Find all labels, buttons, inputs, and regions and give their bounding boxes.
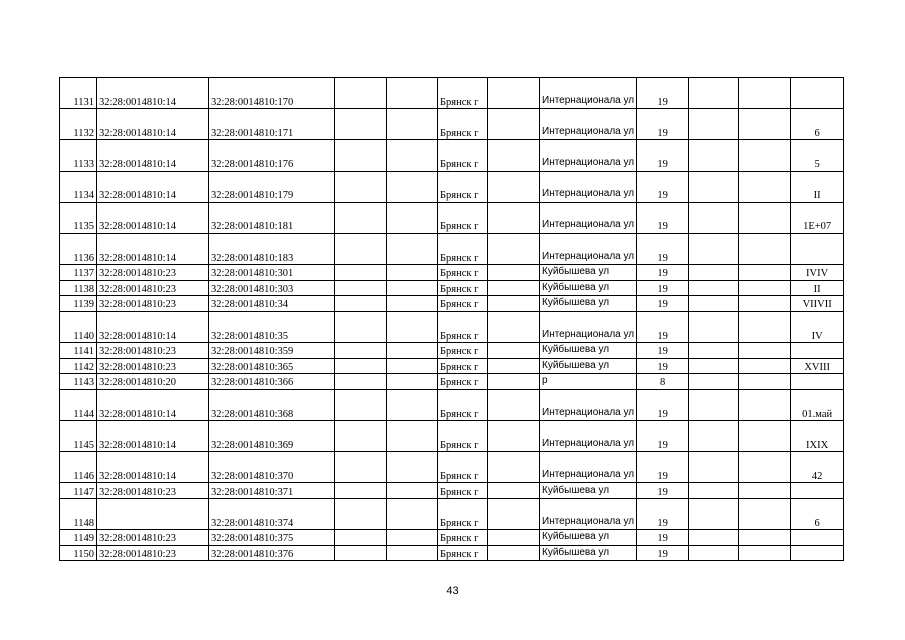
row-number-cell: 1143: [60, 374, 97, 390]
table-row: [60, 483, 844, 499]
empty-cell: [335, 202, 387, 233]
empty-cell: [335, 374, 387, 390]
empty-cell: [488, 545, 540, 561]
street-cell: Куйбышева ул: [540, 296, 637, 312]
city-cell: Брянск г: [438, 265, 488, 281]
table-row: [60, 171, 844, 202]
empty-cell: [488, 389, 540, 420]
row-number-cell: 1139: [60, 296, 97, 312]
city-cell: Брянск г: [438, 421, 488, 452]
extra-value-cell: [791, 374, 844, 390]
empty-cell: [335, 389, 387, 420]
row-number-cell: 1131: [60, 78, 97, 109]
city-cell: Брянск г: [438, 233, 488, 264]
row-number-cell: 1142: [60, 358, 97, 374]
empty-cell: [739, 389, 791, 420]
parcel-number-cell: 32:28:0014810:23: [97, 296, 209, 312]
empty-cell: [739, 499, 791, 530]
empty-cell: [739, 202, 791, 233]
row-number-cell: 1144: [60, 389, 97, 420]
parcel-number-cell: 32:28:0014810:23: [97, 358, 209, 374]
street-cell: Куйбышева ул: [540, 358, 637, 374]
empty-cell: [387, 499, 438, 530]
empty-cell: [488, 343, 540, 359]
empty-cell: [335, 452, 387, 483]
empty-cell: [689, 233, 739, 264]
empty-cell: [387, 171, 438, 202]
empty-cell: [488, 421, 540, 452]
empty-cell: [739, 109, 791, 140]
empty-cell: [739, 233, 791, 264]
row-number-cell: 1141: [60, 343, 97, 359]
row-number-cell: 1134: [60, 171, 97, 202]
empty-cell: [387, 311, 438, 342]
city-cell: Брянск г: [438, 374, 488, 390]
row-number-cell: 1136: [60, 233, 97, 264]
city-cell: Брянск г: [438, 499, 488, 530]
table-row: [60, 140, 844, 171]
empty-cell: [335, 483, 387, 499]
empty-cell: [387, 358, 438, 374]
street-cell: Интернационала ул: [540, 109, 637, 140]
table-row: [60, 265, 844, 281]
city-cell: Брянск г: [438, 545, 488, 561]
parcel-number-cell: 32:28:0014810:14: [97, 233, 209, 264]
city-cell: Брянск г: [438, 171, 488, 202]
street-cell: Интернационала ул: [540, 233, 637, 264]
street-cell: Интернационала ул: [540, 311, 637, 342]
row-number-cell: 1148: [60, 499, 97, 530]
table-row: [60, 280, 844, 296]
empty-cell: [488, 374, 540, 390]
empty-cell: [387, 78, 438, 109]
extra-value-cell: XVIII: [791, 358, 844, 374]
table-row: [60, 233, 844, 264]
empty-cell: [335, 421, 387, 452]
empty-cell: [335, 171, 387, 202]
empty-cell: [335, 296, 387, 312]
table-row: [60, 358, 844, 374]
empty-cell: [335, 499, 387, 530]
house-number-cell: 19: [637, 483, 689, 499]
row-number-cell: 1147: [60, 483, 97, 499]
row-number-cell: 1138: [60, 280, 97, 296]
empty-cell: [488, 265, 540, 281]
empty-cell: [689, 343, 739, 359]
empty-cell: [488, 202, 540, 233]
empty-cell: [689, 421, 739, 452]
table-row: [60, 78, 844, 109]
table-row: [60, 202, 844, 233]
empty-cell: [689, 358, 739, 374]
cadastral-number-cell: 32:28:0014810:181: [209, 202, 335, 233]
street-cell: Куйбышева ул: [540, 483, 637, 499]
empty-cell: [739, 530, 791, 546]
cadastral-number-cell: 32:28:0014810:368: [209, 389, 335, 420]
empty-cell: [387, 374, 438, 390]
empty-cell: [739, 280, 791, 296]
city-cell: Брянск г: [438, 530, 488, 546]
city-cell: Брянск г: [438, 389, 488, 420]
cadastral-number-cell: 32:28:0014810:183: [209, 233, 335, 264]
cadastral-number-cell: 32:28:0014810:369: [209, 421, 335, 452]
empty-cell: [335, 358, 387, 374]
empty-cell: [387, 545, 438, 561]
empty-cell: [387, 343, 438, 359]
empty-cell: [689, 202, 739, 233]
data-table: [59, 77, 844, 561]
row-number-cell: 1146: [60, 452, 97, 483]
extra-value-cell: II: [791, 280, 844, 296]
cadastral-number-cell: 32:28:0014810:370: [209, 452, 335, 483]
house-number-cell: 19: [637, 296, 689, 312]
empty-cell: [387, 483, 438, 499]
empty-cell: [488, 233, 540, 264]
empty-cell: [335, 109, 387, 140]
empty-cell: [689, 374, 739, 390]
parcel-number-cell: 32:28:0014810:14: [97, 109, 209, 140]
cadastral-number-cell: 32:28:0014810:375: [209, 530, 335, 546]
table-row: [60, 296, 844, 312]
extra-value-cell: [791, 343, 844, 359]
empty-cell: [689, 545, 739, 561]
street-cell: Интернационала ул: [540, 78, 637, 109]
empty-cell: [689, 109, 739, 140]
table-row: [60, 499, 844, 530]
parcel-number-cell: 32:28:0014810:23: [97, 280, 209, 296]
extra-value-cell: IXIX: [791, 421, 844, 452]
row-number-cell: 1140: [60, 311, 97, 342]
street-cell: Интернационала ул: [540, 202, 637, 233]
empty-cell: [689, 140, 739, 171]
parcel-number-cell: 32:28:0014810:14: [97, 421, 209, 452]
cadastral-number-cell: 32:28:0014810:179: [209, 171, 335, 202]
empty-cell: [689, 171, 739, 202]
empty-cell: [387, 280, 438, 296]
empty-cell: [387, 140, 438, 171]
extra-value-cell: 01.май: [791, 389, 844, 420]
house-number-cell: 8: [637, 374, 689, 390]
city-cell: Брянск г: [438, 483, 488, 499]
parcel-number-cell: 32:28:0014810:14: [97, 171, 209, 202]
empty-cell: [739, 296, 791, 312]
table-row: [60, 389, 844, 420]
parcel-number-cell: 32:28:0014810:14: [97, 78, 209, 109]
city-cell: Брянск г: [438, 78, 488, 109]
cadastral-number-cell: 32:28:0014810:374: [209, 499, 335, 530]
page-number: 43: [446, 585, 459, 597]
empty-cell: [689, 499, 739, 530]
extra-value-cell: [791, 530, 844, 546]
table-row: [60, 374, 844, 390]
cadastral-number-cell: 32:28:0014810:359: [209, 343, 335, 359]
empty-cell: [387, 265, 438, 281]
city-cell: Брянск г: [438, 358, 488, 374]
extra-value-cell: 42: [791, 452, 844, 483]
empty-cell: [739, 545, 791, 561]
house-number-cell: 19: [637, 233, 689, 264]
cadastral-number-cell: 32:28:0014810:371: [209, 483, 335, 499]
extra-value-cell: IVIV: [791, 265, 844, 281]
extra-value-cell: VIIVII: [791, 296, 844, 312]
city-cell: Брянск г: [438, 452, 488, 483]
empty-cell: [689, 280, 739, 296]
row-number-cell: 1145: [60, 421, 97, 452]
cadastral-number-cell: 32:28:0014810:366: [209, 374, 335, 390]
empty-cell: [739, 311, 791, 342]
street-cell: Куйбышева ул: [540, 265, 637, 281]
extra-value-cell: II: [791, 171, 844, 202]
extra-value-cell: [791, 78, 844, 109]
table-row: [60, 109, 844, 140]
empty-cell: [739, 78, 791, 109]
empty-cell: [387, 389, 438, 420]
empty-cell: [488, 78, 540, 109]
empty-cell: [689, 530, 739, 546]
row-number-cell: 1132: [60, 109, 97, 140]
empty-cell: [335, 280, 387, 296]
house-number-cell: 19: [637, 389, 689, 420]
street-cell: Интернационала ул: [540, 171, 637, 202]
empty-cell: [689, 311, 739, 342]
empty-cell: [739, 483, 791, 499]
empty-cell: [488, 280, 540, 296]
row-number-cell: 1135: [60, 202, 97, 233]
empty-cell: [739, 421, 791, 452]
city-cell: Брянск г: [438, 296, 488, 312]
street-cell: Куйбышева ул: [540, 280, 637, 296]
table-row: [60, 421, 844, 452]
parcel-number-cell: 32:28:0014810:23: [97, 265, 209, 281]
table-body: [60, 78, 844, 561]
empty-cell: [488, 296, 540, 312]
extra-value-cell: IV: [791, 311, 844, 342]
parcel-number-cell: 32:28:0014810:23: [97, 530, 209, 546]
row-number-cell: 1149: [60, 530, 97, 546]
empty-cell: [335, 343, 387, 359]
row-number-cell: 1133: [60, 140, 97, 171]
parcel-number-cell: 32:28:0014810:20: [97, 374, 209, 390]
house-number-cell: 19: [637, 358, 689, 374]
cadastral-number-cell: 32:28:0014810:176: [209, 140, 335, 171]
empty-cell: [739, 265, 791, 281]
street-cell: Куйбышева ул: [540, 343, 637, 359]
empty-cell: [739, 140, 791, 171]
house-number-cell: 19: [637, 311, 689, 342]
street-cell: Куйбышева ул: [540, 545, 637, 561]
empty-cell: [387, 202, 438, 233]
parcel-number-cell: 32:28:0014810:23: [97, 343, 209, 359]
house-number-cell: 19: [637, 140, 689, 171]
house-number-cell: 19: [637, 452, 689, 483]
street-cell: Интернационала ул: [540, 389, 637, 420]
house-number-cell: 19: [637, 499, 689, 530]
extra-value-cell: 6: [791, 499, 844, 530]
empty-cell: [387, 530, 438, 546]
city-cell: Брянск г: [438, 140, 488, 171]
empty-cell: [335, 545, 387, 561]
empty-cell: [689, 389, 739, 420]
table-row: [60, 452, 844, 483]
empty-cell: [335, 78, 387, 109]
empty-cell: [739, 374, 791, 390]
house-number-cell: 19: [637, 343, 689, 359]
empty-cell: [739, 343, 791, 359]
empty-cell: [488, 358, 540, 374]
parcel-number-cell: 32:28:0014810:23: [97, 545, 209, 561]
empty-cell: [335, 233, 387, 264]
parcel-number-cell: 32:28:0014810:23: [97, 483, 209, 499]
empty-cell: [335, 140, 387, 171]
empty-cell: [335, 311, 387, 342]
house-number-cell: 19: [637, 171, 689, 202]
house-number-cell: 19: [637, 109, 689, 140]
cadastral-number-cell: 32:28:0014810:301: [209, 265, 335, 281]
empty-cell: [387, 296, 438, 312]
table-row: [60, 343, 844, 359]
city-cell: Брянск г: [438, 311, 488, 342]
street-cell: Интернационала ул: [540, 421, 637, 452]
empty-cell: [387, 452, 438, 483]
parcel-number-cell: 32:28:0014810:14: [97, 202, 209, 233]
cadastral-number-cell: 32:28:0014810:34: [209, 296, 335, 312]
empty-cell: [387, 421, 438, 452]
street-cell: р: [540, 374, 637, 390]
house-number-cell: 19: [637, 530, 689, 546]
empty-cell: [739, 358, 791, 374]
extra-value-cell: 6: [791, 109, 844, 140]
house-number-cell: 19: [637, 78, 689, 109]
parcel-number-cell: 32:28:0014810:14: [97, 452, 209, 483]
empty-cell: [488, 171, 540, 202]
empty-cell: [689, 78, 739, 109]
empty-cell: [689, 265, 739, 281]
parcel-number-cell: 32:28:0014810:14: [97, 140, 209, 171]
empty-cell: [689, 452, 739, 483]
empty-cell: [739, 452, 791, 483]
empty-cell: [739, 171, 791, 202]
parcel-number-cell: [97, 499, 209, 530]
house-number-cell: 19: [637, 421, 689, 452]
extra-value-cell: [791, 545, 844, 561]
row-number-cell: 1150: [60, 545, 97, 561]
empty-cell: [488, 483, 540, 499]
house-number-cell: 19: [637, 202, 689, 233]
extra-value-cell: [791, 483, 844, 499]
house-number-cell: 19: [637, 280, 689, 296]
row-number-cell: 1137: [60, 265, 97, 281]
table-row: [60, 530, 844, 546]
city-cell: Брянск г: [438, 280, 488, 296]
cadastral-number-cell: 32:28:0014810:303: [209, 280, 335, 296]
table-row: [60, 545, 844, 561]
empty-cell: [387, 233, 438, 264]
street-cell: Интернационала ул: [540, 499, 637, 530]
street-cell: Куйбышева ул: [540, 530, 637, 546]
street-cell: Интернационала ул: [540, 140, 637, 171]
empty-cell: [689, 296, 739, 312]
empty-cell: [335, 530, 387, 546]
cadastral-number-cell: 32:28:0014810:171: [209, 109, 335, 140]
house-number-cell: 19: [637, 545, 689, 561]
parcel-number-cell: 32:28:0014810:14: [97, 311, 209, 342]
cadastral-number-cell: 32:28:0014810:170: [209, 78, 335, 109]
table-row: [60, 311, 844, 342]
empty-cell: [488, 499, 540, 530]
empty-cell: [488, 530, 540, 546]
cadastral-number-cell: 32:28:0014810:35: [209, 311, 335, 342]
empty-cell: [689, 483, 739, 499]
street-cell: Интернационала ул: [540, 452, 637, 483]
empty-cell: [488, 109, 540, 140]
cadastral-number-cell: 32:28:0014810:376: [209, 545, 335, 561]
empty-cell: [335, 265, 387, 281]
empty-cell: [488, 140, 540, 171]
city-cell: Брянск г: [438, 109, 488, 140]
house-number-cell: 19: [637, 265, 689, 281]
extra-value-cell: 5: [791, 140, 844, 171]
empty-cell: [387, 109, 438, 140]
cadastral-number-cell: 32:28:0014810:365: [209, 358, 335, 374]
empty-cell: [488, 452, 540, 483]
city-cell: Брянск г: [438, 343, 488, 359]
empty-cell: [488, 311, 540, 342]
parcel-number-cell: 32:28:0014810:14: [97, 389, 209, 420]
city-cell: Брянск г: [438, 202, 488, 233]
extra-value-cell: 1E+07: [791, 202, 844, 233]
extra-value-cell: [791, 233, 844, 264]
